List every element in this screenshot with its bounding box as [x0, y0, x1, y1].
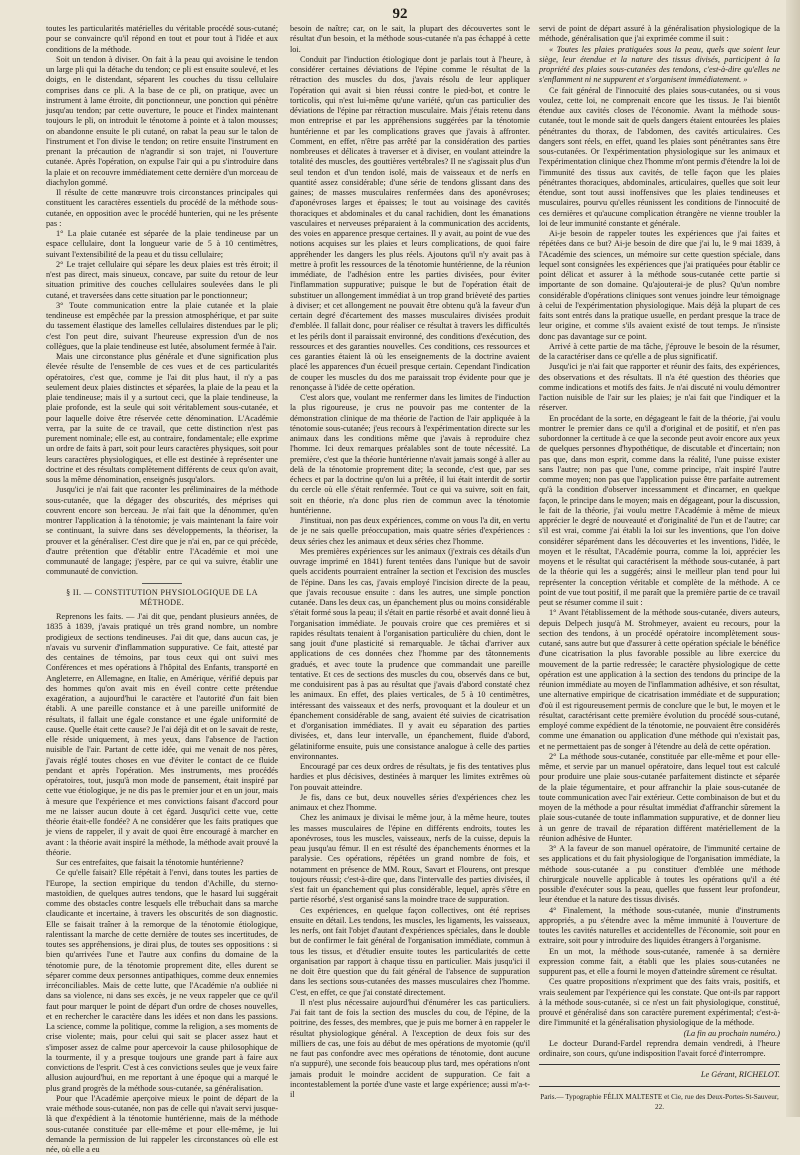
paragraph: Sur ces entrefaites, que faisait la ténotomie huntérienne?	[56, 858, 244, 867]
paragraph: J'instituai, non pas deux expériences, comme on vous l'a dit, en vertu de je ne sais quelle préoccupation, mais quatre séries d'expériences : deux séries chez les animaux et deux séries chez l'homme.	[290, 516, 530, 546]
paragraph: 1° Avant l'établissement de la méthode sous-cutanée, divers auteurs, depuis Delpech jusqu'à M. Strohmeyer, avaient eu recours, pour la section des tendons, à un procédé opératoire incomplètement sous-cutané, sans autre but que d'assurer à cette opération spéciale le bénéfice d'une cicatrisation la plus favorable possible au libre exercice du mouvement de la partie redressée; le caractère physiologique de cette opération est une application à la section des tendons du principe de la réunion immédiate au moyen de l'inflammation adhésive, et son résultat, une alternative empirique de cicatrisation immédiate et de suppuration; d'où il est rigoureusement permis de conclure que le but, le moyen et le résultat, caractérisant cette première évolution du procédé sous-cutané, employé comme expédient de la ténotomie, ne pouvaient être considérés comme une émanation ou application d'une méthode qui n'existait pas, et ne permettaient pas de songer à l'étendre au delà de cette opération.	[539, 608, 780, 751]
paragraph: Ces quatre propositions n'expriment que des faits vrais, positifs, et vrais seulement par l'expérience qui les constate. Que ont-ils par rapport à la méthode sous-cutanée, si ce n'est un fait physiologique, constitué, prouvé et généralisé dans son caractère purement expérimental; c'est-à-dire l'immunité et la généralisation physiologique de la méthode.	[539, 977, 780, 1028]
paragraph: Mes premières expériences sur les animaux (j'extrais ces détails d'un ouvrage imprimé en 1841) furent tentées dans l'unique but de savoir quels accidents pourraient entraîner la section et l'excision des muscles de l'épine. Dans les cas, j'avais employé l'incision directe de la peau, que j'avais recousue ensuite : dans les autres, une simple ponction cutanée. Dans les deux cas, un épanchement plus ou moins considérable s'était formé sous la peau; il s'était en partie résorbé et avait donné lieu à l'organisation immédiate. Je pouvais croire que ces premières et si rapides résultats tenaient à l'organisation particulière du chien, dont le sang jouit d'une plasticité si remarquable. Je tâchai d'arriver aux applications de ces données chez l'homme par des tâtonnements gradués, et avec toute la prudence que commandait une pareille tentative. Et ces de sections des muscles du cou, observés dans ce but, me conduisirent pas à pas au résultat que j'avais d'abord constaté chez les animaux. En effet, des plaies verticales, de 5 à 10 centimètres, intéressant des vaisseaux et des nerfs, provoquant et la douleur et un épanchement considérable de sang, avaient été suivies de cicatrisation et d'organisation immédiates. Il y avait eu séparation des parties divisées, et, dans leur intervalle, un épanchement, fluide d'abord, gélatiniforme ensuite, puis une consistance analogue à celle des parties environnantes.	[290, 546, 530, 761]
paragraph: En un mot, la méthode sous-cutanée, ramenée à sa dernière expression comme fait, a établi que les plaies sous-cutanées ne suppurent pas, et elle a fourni le moyen d'atteindre sûrement ce résultat.	[539, 946, 780, 976]
section-rule	[142, 583, 182, 584]
paragraph: Le docteur Durand-Fardel reprendra demain vendredi, à l'heure ordinaire, son cours, qu'une indisposition l'avait forcé d'interrompre.	[539, 1038, 780, 1058]
paragraph: 4° Finalement, la méthode sous-cutanée, munie d'instruments appropriés, a pu s'étendre avec la même immunité à l'ouverture de toutes les cavités naturelles et accidentelles de l'économie, soit pour en extraire, soit pour y introduire des liquides étrangers à l'organisme.	[539, 905, 780, 946]
divider	[539, 1064, 780, 1065]
paragraph: C'est alors que, voulant me renfermer dans les limites de l'induction la plus rigoureuse, je crus ne pouvoir pas me contenter de la démonstration clinique de ma théorie de l'action de l'air appliquée à la ténotomie sous-cutanée; j'eus recours à l'expérimentation directe sur les animaux dans les conditions même que j'avais à reproduire chez l'homme. Ici deux remarques préalables sont de toute nécessité. La première, c'est que la théorie huntérienne n'avait jamais songé à aller au delà de la ténotomie proprement dite; la seconde, c'est que, par ses échecs et par la doctrine qu'on lui a prêtée, il lui était interdit de sortir du cercle où elle s'était renfermée. Tout ce qui va suivre, soit en fait, soit en théorie, n'a donc plus rien de commun avec la ténotomie huntérienne.	[290, 393, 530, 515]
text-column-3	[539, 24, 780, 1116]
editor-signature: Le Gérant, RICHELOT.	[700, 1070, 780, 1080]
paragraph: servi de point de départ assuré à la généralisation physiologique de la méthode, généralisation que j'ai exprimée comme il suit :	[539, 24, 780, 44]
paragraph: Reprenons les faits. — J'ai dit que, pendant plusieurs années, de 1835 à 1839, j'avais pratiqué un très grand nombre, un nombre prodigieux de sections tendineuses. J'ai dit que, dans aucun cas, je n'avais vu survenir d'inflammation suppurative. Ce fait, attesté par des centaines de témoins, par tous ceux qui ont suivi mes Conférences et mes opérations à l'hôpital des Enfants, transporté en Angleterre, en Allemagne, en Italie, en Amérique, vérifié depuis par des hommes qu'on avait mis en éveil contre cette prétendue exagération, a aujourd'hui le caractère et l'autorité d'un fait bien établi. A une pareille constance et à une pareille uniformité de résultats, il fallait une égale constance et une égale uniformité de cause. Quelle était cette cause? Je l'ai déjà dit et on le savait de reste, elle réside uniquement, à mes yeux, dans l'absence de l'action nuisible de l'air. Partant de cette idée, qui me venait de nos pères, j'avais réglé toutes choses en vue d'éviter le contact de ce fluide pendant et après l'opération. Mes instruments, mes procédés opératoires, tout, jusqu'à mon mode de pansement, était inspiré par cette vue étiologique, je ne dis pas le premier jour et en un jour, mais à mesure que l'expérience et mes convictions faisant d'accord pour me ne laisser aucun doute à cet égard. Jusqu'ici cette vue, cette théorie était-elle fondée? A ne considérer que les faits pratiques que je viens de rappeler, il y avait de quoi être encouragé à marcher en avant : la théorie avait inspiré la méthode, la méthode avait prouvé la théorie.	[46, 612, 278, 857]
paragraph: 1° La plaie cutanée est séparée de la plaie tendineuse par un espace cellulaire, dont la longueur varie de 5 à 10 centimètres, suivant l'extensibilité de la peau et du tissu cellulaire;	[46, 229, 278, 259]
section-title: § II. — CONSTITUTION PHYSIOLOGIQUE DE LA MÉTHODE.	[66, 587, 258, 607]
paragraph: Conduit par l'induction étiologique dont je parlais tout à l'heure, à considérer certaines déviations de l'épine comme le résultat de la rétraction des muscles du dos, j'avais résolu de leur appliquer l'opération qui avait si bien réussi contre le pied-bot, et contre le torticolis, qui n'est lui-même qu'une variété, qu'un cas particulier des déviations de l'épine par rétraction musculaire. Mais j'étais retenu dans mon entreprise et par les appréhensions suggérées par la ténotomie huntérienne et par les complications graves que j'avais à affronter. Comment, en effet, n'être pas arrêté par la considération des parties nombreuses et délicates à traverser et à diviser, en voulant atteindre la totalité des muscles, des gouttières vertébrales? Il ne s'agissait plus d'un seul tendon et d'un tendon isolé, mais de vaisseaux et de nerfs en quantité assez considérable; d'une série de tendons glissant dans des gaines; de masses musculaires renfermées dans des aponévroses; d'aponévroses larges et épaisses; le tout au voisinage des cavités thoraciques et abdominales et du canal rachidien, dont les émanations vasculaires et nerveuses préparaient à la communication des accidents, des voies en apparence presque certaines. Il y avait, au point de vue des notions acquises sur les plaies et leurs complications, de quoi faire appréhender les dangers les plus réels. Ajoutons qu'il n'y avait pas à mettre à profit les ressources de la ténotomie huntérienne, de la réunion immédiate, de l'adhésion entre les parties divisées, pour éviter l'inflammation suppurative; puisque le but de l'opération était de substituer un allongement immédiat à un trop grand brièveté des parties à diviser; et cet allongement ne pouvait être obtenu qu'à la faveur d'un certain degré d'écartement des masses musculaires divisées produit d'emblée. Il fallait donc, pour réaliser ce résultat à travers les difficultés et les périls dont il paraissait environné, des conditions d'exécution, des ressources et des garanties nouvelles. Ces conditions, ces ressources et ces garanties étaient là où les enseignements de la doctrine avaient placé les apparences d'un écueil presque certain. Cependant l'indication de couper les muscles du dos me paraissait trop évidente pour que je renonçasse à l'idée de cette opération.	[290, 54, 530, 392]
paragraph: 3° A la faveur de son manuel opératoire, de l'immunité certaine de ses applications et du fait physiologique de l'organisation immédiate, la méthode sous-cutanée a pu constituer d'emblée une méthode chirurgicale nouvelle applicable à toutes les opérations qu'il a été possible d'exécuter sous la peau, quelles que fussent leur profondeur, leur étendue et la nature des tissus divisés.	[539, 844, 780, 905]
paragraph: 2° Le trajet cellulaire qui sépare les deux plaies est très étroit; il n'est pas direct, mais sinueux, concave, par suite du retour de leur situation primitive des couches cellulaires soulevées dans le pli cutané, et traversées dans cette situation par le ponctionneur;	[46, 259, 278, 300]
paragraph: Il n'est plus nécessaire aujourd'hui d'énumérer les cas particuliers. J'ai fait tant de fois la section des muscles du cou, de l'épine, de la poitrine, des fesses, des membres, que je puis me borner à en rappeler le résultat physiologique général. A l'exception de deux fois sur des milliers de cas, une fois au début de mes opérations de myotomie (qu'il ne faut pas confondre avec mes opérations de ténotomie, dont aucune n'a suppuré), une seconde fois beaucoup plus tard, mes opérations n'ont jamais produit le moindre accident de suppuration. Ce fait a incontestablement la portée d'une vaste et large expérience; aussi m'a-t-il	[290, 997, 530, 1099]
paragraph: Ce qu'elle faisait? Elle répétait à l'envi, dans toutes les parties de l'Europe, la section empirique du tendon d'Achille, du sterno-mastoïdien, de quelques autres tendons, que le hasard lui suggérait comme des obstacles contre lesquels elle trébuchait dans sa marche claudicante et incertaine, à travers les obscurités de son diagnostic. Elle se faisait traîner à la remorque de la ténotomie étiologique, ralentissant la marche de cette dernière de toutes ses incertitudes, de toutes ses appréhensions, je dirai plus, de toutes ses oppositions : si bien qu'arrivées l'une et l'autre aux confins du domaine de la ténotomie pure, de la ténotomie proprement dite, elles durent se séparer comme deux personnes antipathiques, comme deux ennemies irréconciliables. Mais de cette lutte, que l'Académie n'a oubliée ni dans sa violence, ni dans ses excès, je ne veux rappeler que ce qu'il faut pour marquer le point de départ d'un ordre de choses nouvelles, et en rechercher le caractère dans les idées et non dans les passions. La science, comme la politique, comme la religion, a ses moments de crise violente; mais, pour celui qui sait se placer assez haut et s'imposer assez de calme pour apercevoir la cause philosophique de la tourmente, il y a presque toujours une grande part à faire aux convictions de l'esprit. C'est à ces convictions seules que je veux faire allusion aujourd'hui, en me reportant à une époque qui a marqué le plus grand progrès de la méthode sous-cutanée, sa généralisation.	[46, 868, 278, 1093]
paragraph: En procédant de la sorte, en dégageant le fait de la théorie, j'ai voulu montrer le premier dans ce qu'il a d'original et de positif, et n'en pas subordonner la certitude à ce que la seconde peut avoir encore aux yeux de quelques personnes d'hypothétique, de discutable et d'incertain; non pas que, dans mon esprit, comme dans la réalité, l'une puisse exister sans l'autre; non pas que l'une, comme principe, n'ait inspiré l'autre comme moyen; non pas que l'application puisse être parfaite autrement qu'à la condition d'observer incessamment et d'incarner, en quelque façon, le principe dans le moyen; mais en dégageant, pour la discussion, le fait de la théorie, j'ai voulu mettre l'Académie à même de mieux apprécier le degré de nouveauté et d'originalité de l'un et de l'autre; car s'il est vrai, comme j'ai établi la loi sur les inventions, que l'on doive considérer séparément dans les découvertes et les inventions, l'idée, le moyen et le résultat, l'Académie pourra, comme la loi, apprécier les moyens et le résultat qui caractérisent la méthode sous-cutanée, à part de la théorie qui les a suggérés; ainsi le meilleur plan tend pour lui représenter la conception véritable et complète de la méthode. A ce point de vue tout positif, il me paraît que la première partie de ce travail peut se résumer comme il suit :	[539, 413, 780, 607]
paragraph: Jusqu'ici je n'ai fait que rapporter et réunir des faits, des expériences, des observations et des résultats. Il n'a été question des théories que comme indications et motifs des faits. Je n'ai discuté ni voulu démontrer l'action nuisible de l'air sur les plaies; je n'ai fait que l'indiquer et la réserver.	[539, 362, 780, 413]
paragraph: Ces expériences, en quelque façon collectives, ont été reprises ensuite en détail. Les tendons, les muscles, les ligaments, les vaisseaux, les nerfs, ont fait l'objet d'autant d'expériences spéciales, dans le double but de confirmer le fait général de l'organisation immédiate, commun à tous les tissus, et d'étudier ensuite toutes les particularités de cette organisation par rapport à chaque tissu en particulier. Mais jusqu'ici il ne doit être question que du fait général de l'absence de suppuration dans les sections sous-cutanées des masses musculaires chez l'homme. C'est, en effet, ce que j'ai constaté directement.	[290, 905, 530, 997]
paragraph: 2° La méthode sous-cutanée, constituée par elle-même et pour elle-même, et servie par un manuel opératoire, dans lequel tout est calculé pour produire une plaie sous-cutanée parfaitement distincte et séparée de la plaie tégumentaire, et pour affranchir la plaie sous-cutanée de toute communication avec l'air extérieur. Cette combinaison de but et du moyen de la méthode a pour résultat immédiat d'affranchir sûrement la plaie sous-cutanée de toute inflammation suppurative, et de donner lieu à un genre de travail de réparation différent matériellement de la réunion adhésive de Hunter.	[539, 751, 780, 843]
text-column-1	[46, 24, 278, 1154]
paragraph: Encouragé par ces deux ordres de résultats, je fis des tentatives plus hardies et plus décisives, destinées à marquer les limites extrêmes où l'on pouvait atteindre.	[290, 762, 530, 792]
paragraph: toutes les particularités matérielles du véritable procédé sous-cutané; pour se convaincre qu'il répond en tout et pour tout à l'idée et aux conditions de la méthode.	[46, 24, 278, 54]
paragraph: besoin de naître; car, on le sait, la plupart des découvertes sont le résultat d'un besoin, et la méthode sous-cutanée n'a pas échappé à cette loi.	[290, 24, 530, 54]
paragraph: « Toutes les plaies pratiquées sous la peau, quels que soient leur siège, leur étendue et la nature des tissus divisés, participent à la propriété des plaies sous-cutanées des tendons, c'est-à-dire qu'elles ne s'enflamment ni ne suppurent et s'organisent immédiatement. »	[539, 44, 780, 85]
paragraph: Ai-je besoin de rappeler toutes les expériences que j'ai faites et répétées dans ce but? Ai-je besoin de dire que j'ai lu, le 9 mai 1839, à l'Académie des sciences, un mémoire sur cette question spéciale, dans lequel sont consignées les expériences que j'ai pratiquées pour établir ce point délicat et assurer à la méthode sous-cutanée cette partie si importante de son domaine. Qu'ajouterai-je de plus? Qu'un nombre considérable d'opérations cliniques sont venues joindre leur témoignage à celui de l'expérimentation physiologique. Mais déjà la plupart de ces faits sont entrés dans la pratique usuelle, en perdant presque la trace de leur origine, et comme s'ils avaient existé de tout temps. Je n'insiste donc pas davantage sur ce point.	[539, 229, 780, 341]
paragraph: Pour que l'Académie aperçoive mieux le point de départ de la vraie méthode sous-cutanée, non pas de celle qui n'avait servi jusque-là que d'expédient à la ténotomie huntérienne, mais de la méthode sous-cutanée constituée par elle-même et pour elle-même, je lui demande la permission de lui rappeler les circonstances où elle est née, où elle a eu	[46, 1093, 278, 1154]
section-heading	[46, 583, 278, 609]
paragraph: Je fis, dans ce but, deux nouvelles séries d'expériences chez les animaux et chez l'homme.	[290, 792, 530, 812]
binding-edge	[786, 0, 800, 1117]
printer-imprint: Paris.— Typographie FÉLIX MALTESTE et Cie, rue des Deux-Portes-St-Sauveur, 22.	[540, 1092, 779, 1111]
divider	[539, 1086, 780, 1087]
paragraph: 3° Toute communication entre la plaie cutanée et la plaie tendineuse est empêchée par la pression atmosphérique, et par suite du tassement élastique des lamelles cellulaires distendues par le pli; c'est l'on peut dire, suivant l'heureuse expression d'un de nos collègues, que la plaie tendineuse est lutée, absolument fermée à l'air.	[46, 300, 278, 351]
paragraph: Ce fait général de l'innocuité des plaies sous-cutanées, ou si vous voulez, cette loi, ne comprenait encore que les tissus. Je l'ai bientôt étendue aux cavités closes de l'économie. Avant la méthode sous-cutanée, tout le monde sait de quels dangers étaient entourées les plaies pénétrantes du thorax, de l'abdomen, des cavités articulaires. Ces dangers sont réels, en effet, quand les plaies sont pénétrantes sans être sous-cutanées. Or l'expérimentation physiologique sur les animaux et l'expérimentation clinique chez l'homme m'ont permis d'étendre la loi de l'immunité des tissus aux cavités, de telle façon que les plaies pénétrantes thoraciques, abdominales, articulaires, quelles que soit leur étendue, sont tout aussi inoffensives que les plaies tendineuses et musculaires, pourvu qu'elles réunissent les conditions de l'innocuité de ces dernières et qu'aucune complication étrangère ne vienne troubler la loi de leur immunité constante et générale.	[539, 85, 780, 228]
text-column-2	[290, 24, 530, 1116]
page-number: 92	[392, 6, 408, 22]
paragraph: Arrivé à cette partie de ma tâche, j'éprouve le besoin de la résumer, de la caractériser dans ce qu'elle a de plus significatif.	[539, 341, 780, 361]
paragraph: Chez les animaux je divisai le même jour, à la même heure, toutes les masses musculaires de l'épine en différents endroits, toutes les aponévroses, tous les muscles, vaisseaux, nerfs de la cuisse, depuis la peau jusqu'au fémur. Il en est résulté des épanchements énormes et la paralysie. Ces opérations, répétées un grand nombre de fois, et notamment en présence de MM. Roux, Savart et Flourens, ont presque toujours réussi; c'est-à-dire que, dans l'intervalle des parties divisées, il s'est fait un épanchement qui plus considérable, lequel, après s'être en partie résorbé, s'est organisé sans la moindre trace de suppuration.	[290, 813, 530, 905]
paragraph: (La fin au prochain numéro.)	[683, 1028, 780, 1038]
paragraph: Jusqu'ici je n'ai fait que raconter les préliminaires de la méthode sous-cutanée, que la dégager des obscurités, des méprises qui couvrent encore son berceau. Je n'ai fait que la dénommer, qu'en montrer l'application à la ténotomie; je vais maintenant la faire voir se continuant, la suivre dans ses développements, la théoriser, la prouver et la généraliser. C'est dire que je n'ai en, par ce qui précède, d'autre prétention que d'établir entre l'Académie et moi une communauté de langage; j'espère, par ce qui va suivre, établir une communauté de conviction.	[46, 485, 278, 577]
paragraph: Il résulte de cette manœuvre trois circonstances principales qui constituent les caractères essentiels du procédé de la méthode sous-cutanée, en opposition avec le procédé hunterien, qui ne les présente pas :	[46, 188, 278, 228]
paragraph: Soit un tendon à diviser. On fait à la peau qui avoisine le tendon un large pli qui la détache du tendon; ce pli est ensuite soulevé, et les doigts, en le distendant, séparent les couches du tissu cellulaire comprises dans ce pli. A la base de ce pli, on pratique, avec un instrument à lame étroite, dit ponctionneur, une ponction qui pénètre jusqu'au tendon; par cette ouverture, le pouce et l'index maintenant toujours le pli, on introduit le ténotome à pointe et à talon mousses; on abandonne ensuite le pli cutané, on rabat la peau sur le talon de l'instrument et l'on divise le tendon; on retire ensuite l'instrument en prenant la précaution de n'agrandir si son trajet, ni l'ouverture cutanée. Après l'opération, on expulse l'air qui a pu s'introduire dans la plaie et on recouvre immédiatement cette dernière d'un morceau de diachylon gommé.	[46, 54, 278, 187]
paragraph: Mais une circonstance plus générale et d'une signification plus élevée résulte de l'ensemble de ces vues et de ces particularités opératoires, c'est que, comme je l'ai dit plus haut, il n'y a pas seulement deux plaies distinctes et séparées, la plaie de la peau et la plaie tendineuse; mais il y a surtout ceci, que la plaie tendineuse, la plaie profonde, est la seule qui soit véritablement sous-cutanée, et pour laquelle doive être réservée cette dénomination. L'Académie verra, par la suite de ce travail, que cette distinction n'est pas purement nominale; elle est, au contraire, fondamentale; elle exprime un ordre de faits à part, soit pour leurs caractères physiques, soit pour leurs caractères physiologiques, et elle est destinée à représenter une doctrine et des résultats complètement différents de ceux qu'on avait, sous la même dénomination, enseignés jusqu'alors.	[46, 352, 278, 484]
